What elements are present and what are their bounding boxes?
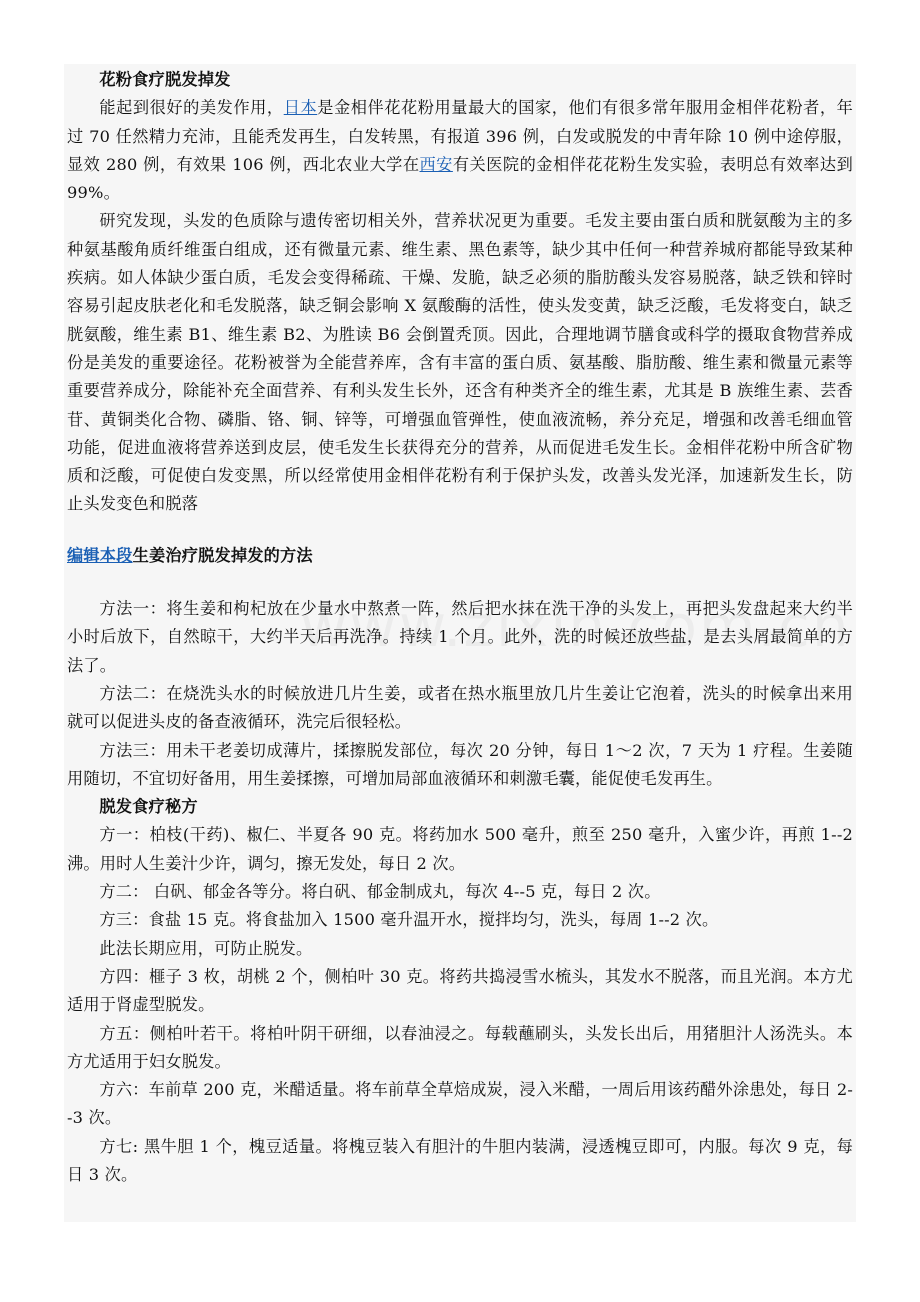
recipe-seven: 方七: 黑牛胆 1 个，槐豆适量。将槐豆装入有胆汁的牛胆内装满，浸透槐豆即可，内服。每次 9 克，每日 3 次。 <box>67 1136 853 1184</box>
recipe-five: 方五：侧柏叶若干。将柏叶阴干研细，以春油浸之。每载蘸刷头，头发长出后，用猪胆汁人汤洗头。本方尤适用于妇女脱发。 <box>67 1023 853 1071</box>
paragraph-nutrition-research: 研究发现，头发的色质除与遗传密切相关外，营养状况更为重要。毛发主要由蛋白质和胱氨酸为主的多种氨基酸角质纤维蛋白组成，还有微量元素、维生素、黑色素等，缺少其中任何一种营养城府都能导致某种疾病。如人体缺少蛋白质，毛发会变得稀疏、干燥、发脆，缺乏必须的脂肪酸头发容易脱落，缺乏铁和锌时容易引起皮肤老化和毛发脱落，缺乏铜会影响 X 氨酸酶的活性，使头发变黄，缺乏泛酸，毛发将变白，缺乏胱氨酸，维生素 B1、维生素 B2、为胜读 B6 会倒置秃顶。因此，合理地调节膳食或科学的摄取食物营养成份是美发的重要途径。花粉被誉为全能营养库，含有丰富的蛋白质、氨基酸、脂肪酸、维生素和微量元素等重要营养成分，除能补充全面营养、有利头发生长外，还含有种类齐全的维生素，尤其是 B 族维生素、芸香苷、黄铜类化合物、磷脂、铬、铜、锌等，可增强血管弹性，使血液流畅，养分充足，增强和改善毛细血管功能，促进血液将营养送到皮层，使毛发生长获得充分的营养，从而促进毛发生长。金相伴花粉中所含矿物质和泛酸，可促使白发变黑，所以经常使用金相伴花粉有利于保护头发，改善头发光泽，加速新发生长，防止头发变色和脱落 <box>67 211 853 514</box>
section-heading-pollen: 花粉食疗脱发掉发 <box>99 70 231 89</box>
link-japan[interactable]: 日本 <box>283 98 318 118</box>
method-three: 方法三：用未干老姜切成薄片，揉擦脱发部位，每次 20 分钟，每日 1～2 次，7 天为 1 疗程。生姜随用随切，不宜切好备用，用生姜揉擦，可增加局部血液循环和刺激毛囊，能促使毛发再生。 <box>67 740 853 788</box>
recipe-four: 方四：榧子 3 枚，胡桃 2 个，侧柏叶 30 克。将药共捣浸雪水梳头，其发水不脱落，而且光润。本方尤适用于肾虚型脱发。 <box>67 966 853 1015</box>
paragraph-pollen-effect <box>67 94 853 207</box>
link-xian[interactable]: 西安 <box>419 154 453 174</box>
recipe-six: 方六：车前草 200 克，米醋适量。将车前草全草焙成炭，浸入米醋，一周后用该药醋外涂患处，每日 2--3 次。 <box>67 1080 853 1128</box>
recipe-one: 方一：柏枝(干药)、椒仁、半夏各 90 克。将药加水 500 毫升，煎至 250 毫升，入蜜少许，再煎 1--2 沸。用时人生姜汁少许，调匀，擦无发处，每日 2 次。 <box>67 825 853 873</box>
method-one: 方法一：将生姜和枸杞放在少量水中熬煮一阵，然后把水抹在洗干净的头发上，再把头发盘起来大约半小时后放下，自然晾干，大约半天后再洗净。持续 1 个月。此外，洗的时候还放些盐，是去头屑最简单的方法了。 <box>67 599 853 675</box>
edit-section-link[interactable]: 编辑本段 <box>67 545 133 565</box>
method-two: 方法二：在烧洗头水的时候放进几片生姜，或者在热水瓶里放几片生姜让它泡着，洗头的时候拿出来用就可以促进头皮的备查液循环，洗完后很轻松。 <box>67 683 853 732</box>
section-heading-ginger <box>67 542 853 570</box>
text-span: 能起到很好的美发作用， <box>99 98 284 118</box>
recipe-two: 方二： 白矾、郁金各等分。将白矾、郁金制成丸，每次 4--5 克，每日 2 次。 <box>99 882 661 902</box>
text-span: 是金相伴花花粉用量最大的国家，他们有很多常年服用金相伴花粉者，年过 70 任然精力充沛，且能秃发再生，白发转黑，有报道 396 例，白发或脱发的中青年除 10 例中途停服，显效 280 例，有效果 106 例，西北农业大学在 <box>67 98 853 174</box>
recipe-three: 方三：食盐 15 克。将食盐加入 1500 毫升温开水，搅拌均匀，洗头，每周 1--2 次。 <box>99 910 719 930</box>
section-heading-recipes: 脱发食疗秘方 <box>99 797 198 817</box>
text-span: 有关医院的金相伴花花粉生发实验，表明总有效率达到 99%。 <box>67 154 853 203</box>
document-body <box>67 66 853 1189</box>
recipe-three-note: 此法长期应用，可防止脱发。 <box>99 938 313 958</box>
section-title-text: 生姜治疗脱发掉发的方法 <box>132 545 313 565</box>
